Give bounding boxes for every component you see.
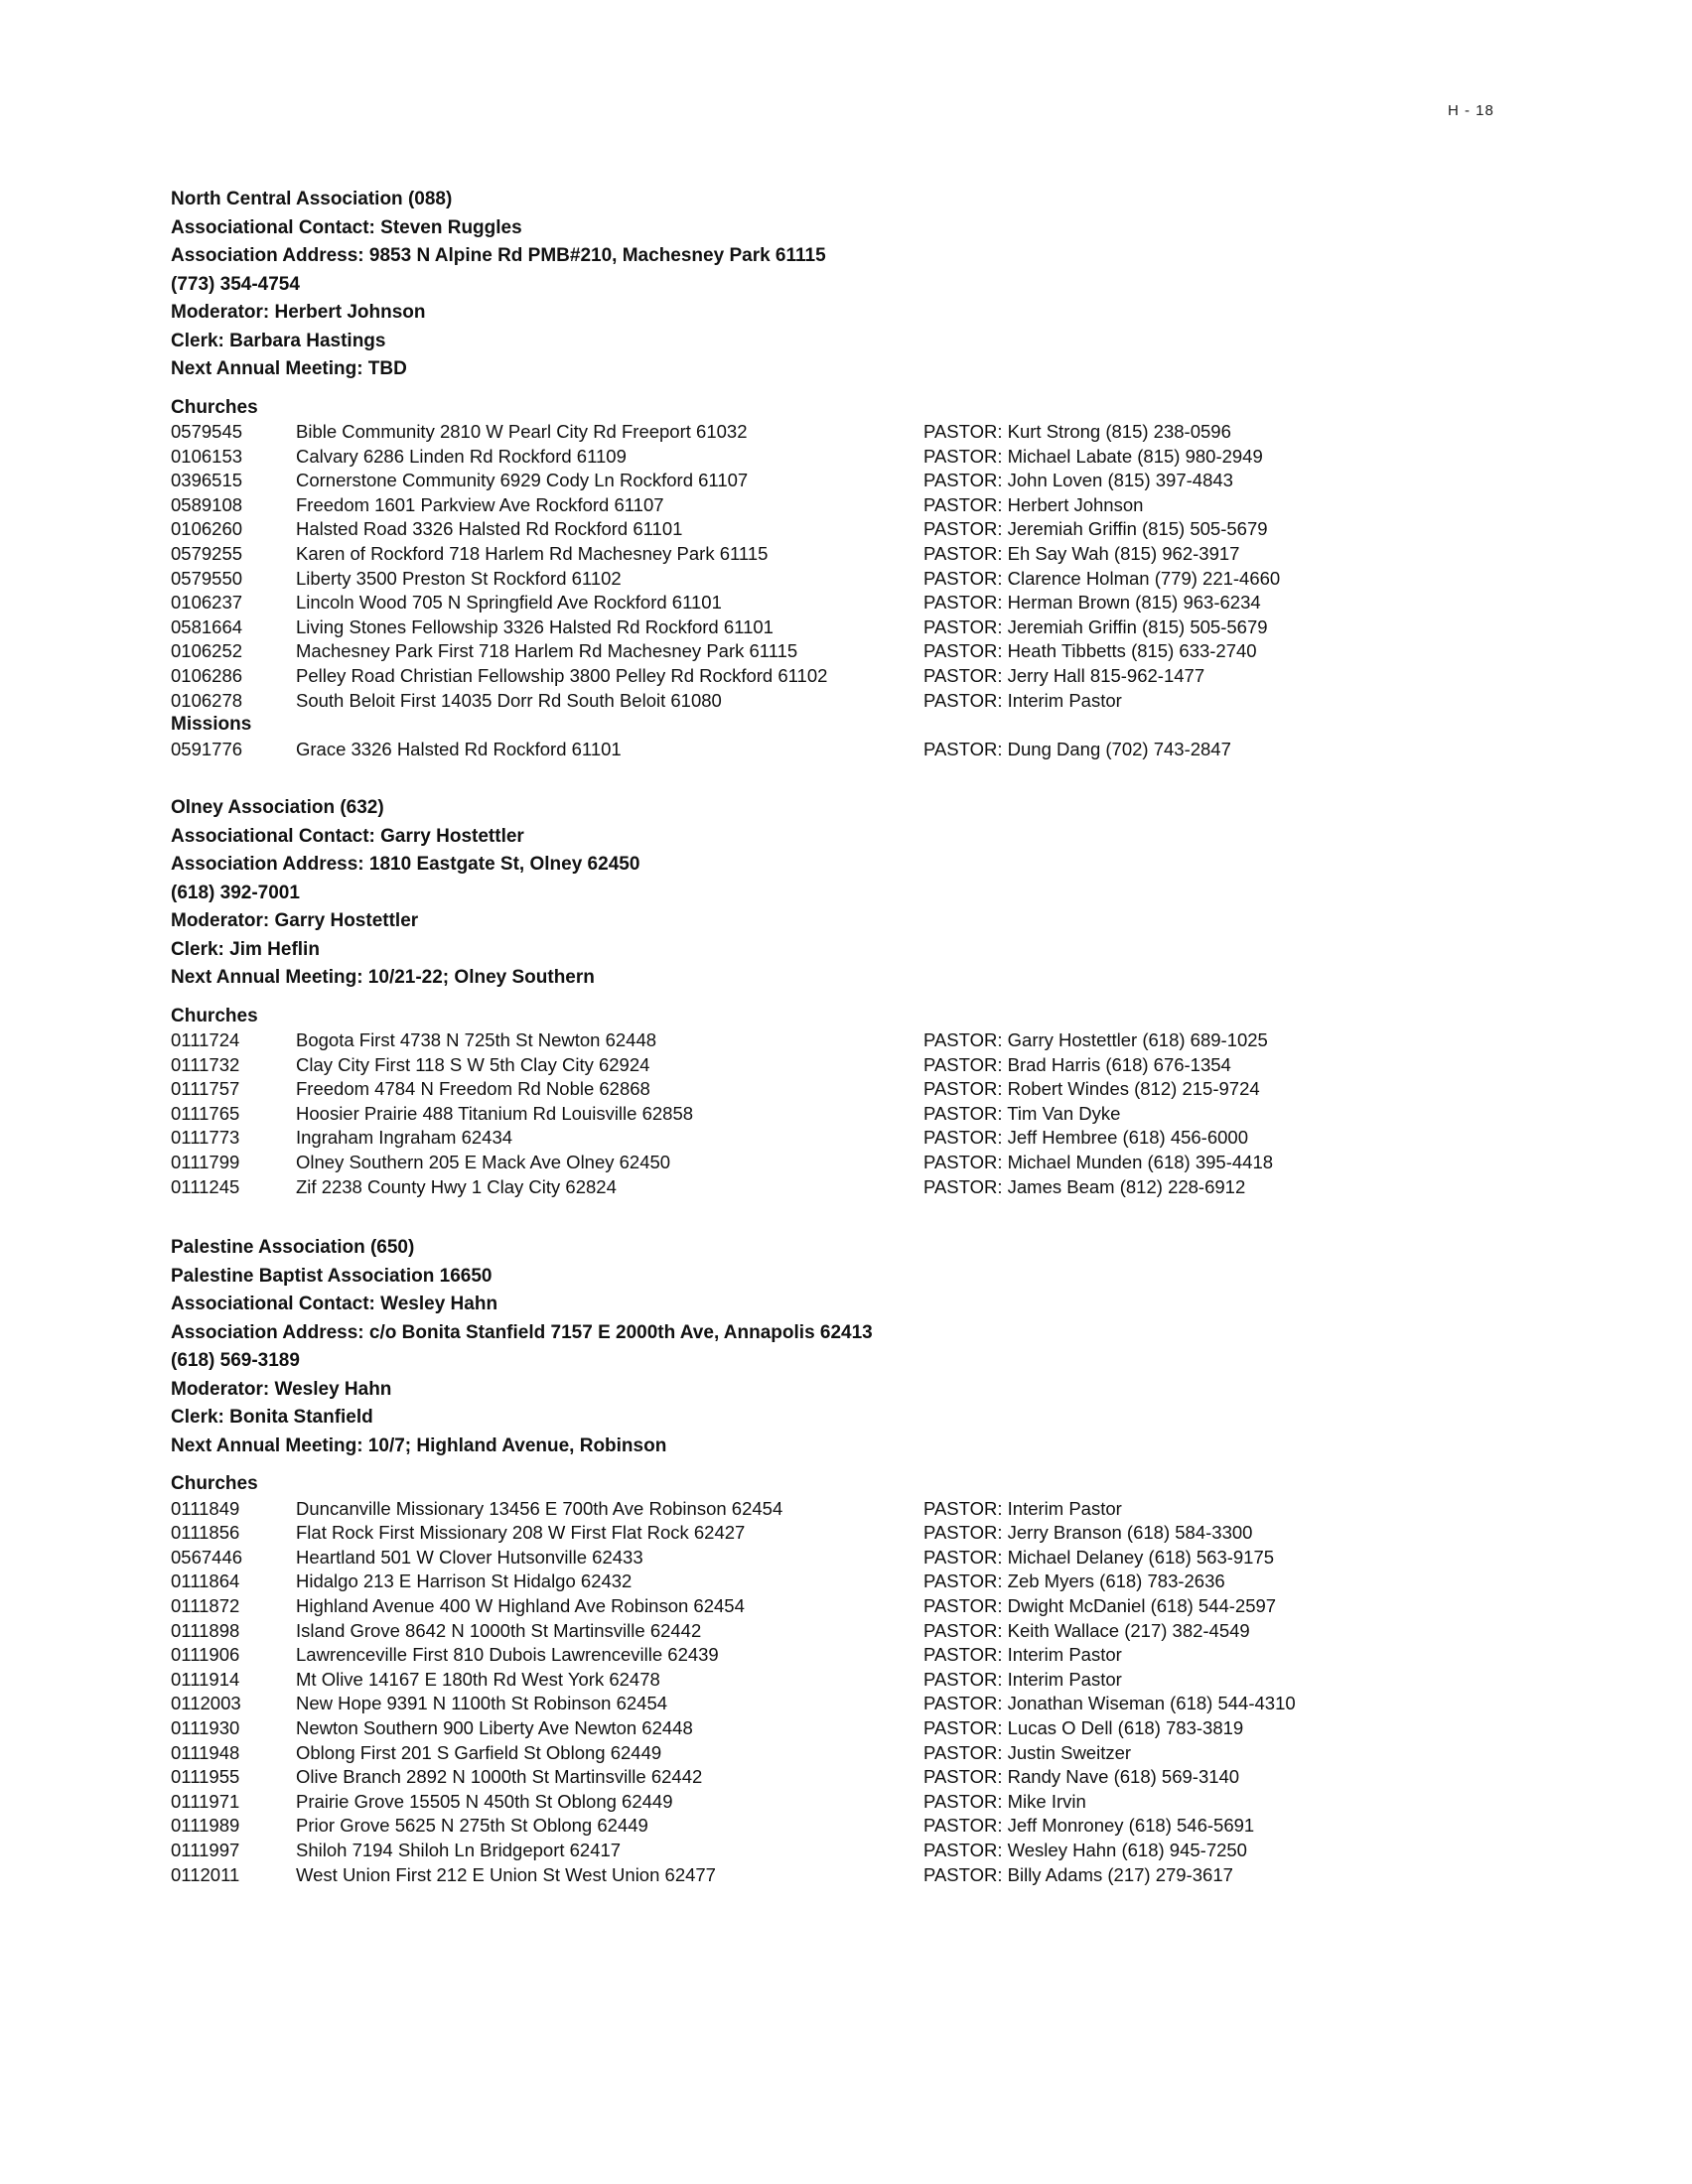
pastor-info: PASTOR: Kurt Strong (815) 238-0596	[923, 421, 1231, 443]
church-row	[171, 1570, 1561, 1594]
church-name-address: West Union First 212 E Union St West Union 62477	[296, 1863, 716, 1885]
church-name-address: Karen of Rockford 718 Harlem Rd Machesney Park 61115	[296, 543, 769, 565]
association-header-line: (618) 569-3189	[171, 1350, 300, 1371]
church-name-address: Olive Branch 2892 N 1000th St Martinsville 62442	[296, 1766, 703, 1788]
church-code: 0581664	[171, 615, 243, 637]
church-code: 0106237	[171, 592, 243, 614]
church-row	[171, 664, 1561, 689]
palestine-association	[171, 1234, 1561, 1887]
mission-row	[171, 738, 1561, 762]
association-header-line: (773) 354-4754	[171, 273, 300, 295]
church-name-address: Halsted Road 3326 Halsted Rd Rockford 61101	[296, 518, 683, 540]
church-row	[171, 1175, 1561, 1200]
church-name-address: Calvary 6286 Linden Rd Rockford 61109	[296, 445, 627, 467]
pastor-info: PASTOR: Interim Pastor	[923, 1668, 1122, 1690]
missions-heading: Missions	[171, 714, 252, 736]
association-header-line: Clerk: Barbara Hastings	[171, 330, 386, 351]
church-name-address: Lawrenceville First 810 Dubois Lawrenceville 62439	[296, 1644, 719, 1666]
church-name-address: Shiloh 7194 Shiloh Ln Bridgeport 62417	[296, 1839, 622, 1860]
church-name-address: Machesney Park First 718 Harlem Rd Machesney Park 61115	[296, 640, 798, 662]
association-header-line: Moderator: Wesley Hahn	[171, 1378, 392, 1400]
church-code: 0111773	[171, 1127, 240, 1149]
churches-heading: Churches	[171, 1473, 258, 1494]
church-code: 0579545	[171, 421, 243, 443]
church-name-address: Highland Avenue 400 W Highland Ave Robinson 62454	[296, 1594, 745, 1616]
association-header-line: Next Annual Meeting: TBD	[171, 358, 407, 379]
church-name-address: Oblong First 201 S Garfield St Oblong 62449	[296, 1741, 662, 1763]
association-header-line: Associational Contact: Wesley Hahn	[171, 1294, 498, 1314]
association-header-line: Moderator: Garry Hostettler	[171, 910, 419, 931]
church-name-address: South Beloit First 14035 Dorr Rd South Beloit 61080	[296, 689, 722, 711]
pastor-info: PASTOR: Mike Irvin	[923, 1790, 1086, 1812]
church-name-address: Pelley Road Christian Fellowship 3800 Pelley Rd Rockford 61102	[296, 665, 828, 687]
church-code: 0106153	[171, 445, 243, 467]
church-name-address: Bogota First 4738 N 725th St Newton 62448	[296, 1029, 657, 1051]
church-row	[171, 1814, 1561, 1839]
church-row	[171, 1839, 1561, 1863]
church-code: 0111757	[171, 1078, 240, 1100]
pastor-info: PASTOR: Clarence Holman (779) 221-4660	[923, 567, 1281, 589]
pastor-info: PASTOR: Billy Adams (217) 279-3617	[923, 1863, 1233, 1885]
church-code: 0579550	[171, 567, 243, 589]
church-row	[171, 542, 1561, 567]
pastor-info: PASTOR: Dung Dang (702) 743-2847	[923, 738, 1231, 759]
church-row	[171, 1028, 1561, 1053]
association-header-line: Palestine Baptist Association 16650	[171, 1265, 493, 1287]
association-header-line: Associational Contact: Garry Hostettler	[171, 825, 524, 847]
church-row	[171, 1126, 1561, 1151]
spacer	[171, 1460, 1561, 1472]
church-row	[171, 1546, 1561, 1570]
church-row	[171, 1863, 1561, 1888]
pastor-info: PASTOR: Jonathan Wiseman (618) 544-4310	[923, 1693, 1296, 1714]
church-row	[171, 1151, 1561, 1175]
church-name-address: Duncanville Missionary 13456 E 700th Ave Robinson 62454	[296, 1497, 783, 1519]
church-row	[171, 1521, 1561, 1546]
church-name-address: Freedom 1601 Parkview Ave Rockford 61107	[296, 493, 664, 515]
church-row	[171, 1765, 1561, 1790]
church-code: 0106260	[171, 518, 243, 540]
church-row	[171, 469, 1561, 493]
church-code: 0111914	[171, 1668, 240, 1690]
church-code: 0591776	[171, 738, 243, 759]
pastor-info: PASTOR: Michael Labate (815) 980-2949	[923, 445, 1263, 467]
pastor-info: PASTOR: Interim Pastor	[923, 1644, 1122, 1666]
page-number: H - 18	[1448, 102, 1494, 119]
church-code: 0111732	[171, 1053, 240, 1075]
pastor-info: PASTOR: Michael Munden (618) 395-4418	[923, 1152, 1274, 1173]
pastor-info: PASTOR: Jerry Hall 815-962-1477	[923, 665, 1205, 687]
pastor-info: PASTOR: Jeremiah Griffin (815) 505-5679	[923, 518, 1268, 540]
pastor-info: PASTOR: Herman Brown (815) 963-6234	[923, 592, 1261, 614]
pastor-info: PASTOR: Michael Delaney (618) 563-9175	[923, 1546, 1275, 1568]
church-row	[171, 567, 1561, 592]
north-central-association	[171, 186, 1561, 761]
church-name-address: Ingraham Ingraham 62434	[296, 1127, 513, 1149]
church-row	[171, 1102, 1561, 1127]
church-code: 0106286	[171, 665, 243, 687]
pastor-info: PASTOR: Zeb Myers (618) 783-2636	[923, 1570, 1225, 1592]
church-row	[171, 1053, 1561, 1078]
church-name-address: Clay City First 118 S W 5th Clay City 62924	[296, 1053, 650, 1075]
church-name-address: Lincoln Wood 705 N Springfield Ave Rockford 61101	[296, 592, 722, 614]
church-name-address: Flat Rock First Missionary 208 W First Flat Rock 62427	[296, 1522, 746, 1544]
pastor-info: PASTOR: Interim Pastor	[923, 689, 1122, 711]
pastor-info: PASTOR: Tim Van Dyke	[923, 1102, 1121, 1124]
church-code: 0111864	[171, 1570, 240, 1592]
church-name-address: Olney Southern 205 E Mack Ave Olney 62450	[296, 1152, 671, 1173]
church-code: 0106278	[171, 689, 243, 711]
association-header-line: North Central Association (088)	[171, 189, 453, 209]
church-row	[171, 1668, 1561, 1693]
church-row	[171, 1077, 1561, 1102]
church-row	[171, 493, 1561, 518]
association-header-line: Moderator: Herbert Johnson	[171, 302, 426, 323]
church-row	[171, 1594, 1561, 1619]
church-name-address: Prior Grove 5625 N 275th St Oblong 62449	[296, 1815, 648, 1837]
church-code: 0112003	[171, 1693, 241, 1714]
church-code: 0111948	[171, 1741, 240, 1763]
churches-heading: Churches	[171, 396, 258, 418]
pastor-info: PASTOR: Jerry Branson (618) 584-3300	[923, 1522, 1253, 1544]
pastor-info: PASTOR: Keith Wallace (217) 382-4549	[923, 1619, 1250, 1641]
church-row	[171, 1619, 1561, 1644]
church-code: 0111906	[171, 1644, 240, 1666]
olney-association	[171, 794, 1561, 1199]
church-code: 0106252	[171, 640, 243, 662]
church-code: 0111955	[171, 1766, 240, 1788]
church-name-address: Cornerstone Community 6929 Cody Ln Rockford 61107	[296, 470, 749, 491]
association-header-line: Next Annual Meeting: 10/7; Highland Avenue, Robinson	[171, 1434, 667, 1456]
church-name-address: Liberty 3500 Preston St Rockford 61102	[296, 567, 622, 589]
church-row	[171, 445, 1561, 470]
church-name-address: Prairie Grove 15505 N 450th St Oblong 62449	[296, 1790, 673, 1812]
pastor-info: PASTOR: Jeremiah Griffin (815) 505-5679	[923, 615, 1268, 637]
church-name-address: New Hope 9391 N 1100th St Robinson 62454	[296, 1693, 668, 1714]
church-code: 0111971	[171, 1790, 240, 1812]
pastor-info: PASTOR: James Beam (812) 228-6912	[923, 1175, 1246, 1197]
church-name-address: Mt Olive 14167 E 180th Rd West York 62478	[296, 1668, 660, 1690]
church-name-address: Zif 2238 County Hwy 1 Clay City 62824	[296, 1175, 617, 1197]
pastor-info: PASTOR: Eh Say Wah (815) 962-3917	[923, 543, 1240, 565]
pastor-info: PASTOR: Wesley Hahn (618) 945-7250	[923, 1839, 1247, 1860]
pastor-info: PASTOR: Jeff Monroney (618) 546-5691	[923, 1815, 1255, 1837]
church-code: 0111245	[171, 1175, 240, 1197]
pastor-info: PASTOR: Randy Nave (618) 569-3140	[923, 1766, 1240, 1788]
church-name-address: Living Stones Fellowship 3326 Halsted Rd Rockford 61101	[296, 615, 774, 637]
church-row	[171, 689, 1561, 714]
pastor-info: PASTOR: Dwight McDaniel (618) 544-2597	[923, 1594, 1277, 1616]
church-name-address: Newton Southern 900 Liberty Ave Newton 62448	[296, 1716, 693, 1738]
church-name-address: Bible Community 2810 W Pearl City Rd Freeport 61032	[296, 421, 748, 443]
church-code: 0111799	[171, 1152, 240, 1173]
church-row	[171, 1692, 1561, 1716]
pastor-info: PASTOR: Brad Harris (618) 676-1354	[923, 1053, 1231, 1075]
church-code: 0579255	[171, 543, 243, 565]
church-row	[171, 1790, 1561, 1815]
church-code: 0111898	[171, 1619, 240, 1641]
church-row	[171, 1741, 1561, 1766]
church-code: 0111872	[171, 1594, 240, 1616]
association-header	[171, 186, 1561, 384]
church-row	[171, 639, 1561, 664]
association-header-line: Next Annual Meeting: 10/21-22; Olney Southern	[171, 967, 595, 988]
pastor-info: PASTOR: Garry Hostettler (618) 689-1025	[923, 1029, 1268, 1051]
church-code: 0589108	[171, 493, 243, 515]
spacer	[171, 384, 1561, 396]
church-code: 0112011	[171, 1863, 240, 1885]
pastor-info: PASTOR: Robert Windes (812) 215-9724	[923, 1078, 1260, 1100]
church-row	[171, 1716, 1561, 1741]
association-header-line: Clerk: Jim Heflin	[171, 938, 320, 960]
church-row	[171, 1643, 1561, 1668]
church-row	[171, 1497, 1561, 1522]
church-name-address: Island Grove 8642 N 1000th St Martinsville 62442	[296, 1619, 702, 1641]
church-code: 0111997	[171, 1839, 240, 1860]
association-header-line: Olney Association (632)	[171, 797, 384, 818]
church-name-address: Heartland 501 W Clover Hutsonville 62433	[296, 1546, 643, 1568]
church-code: 0111765	[171, 1102, 240, 1124]
association-header-line: Association Address: 9853 N Alpine Rd PMB#210, Machesney Park 61115	[171, 245, 826, 266]
association-header-line: Association Address: 1810 Eastgate St, Olney 62450	[171, 854, 640, 875]
church-name-address: Freedom 4784 N Freedom Rd Noble 62868	[296, 1078, 650, 1100]
church-name-address: Grace 3326 Halsted Rd Rockford 61101	[296, 738, 622, 759]
pastor-info: PASTOR: Lucas O Dell (618) 783-3819	[923, 1716, 1244, 1738]
church-row	[171, 517, 1561, 542]
church-name-address: Hidalgo 213 E Harrison St Hidalgo 62432	[296, 1570, 633, 1592]
association-header-line: Clerk: Bonita Stanfield	[171, 1407, 373, 1428]
pastor-info: PASTOR: John Loven (815) 397-4843	[923, 470, 1233, 491]
association-header-line: (618) 392-7001	[171, 882, 300, 903]
association-header-line: Associational Contact: Steven Ruggles	[171, 216, 522, 238]
association-header	[171, 1234, 1561, 1460]
association-header-line: Association Address: c/o Bonita Stanfield 7157 E 2000th Ave, Annapolis 62413	[171, 1321, 873, 1343]
church-code: 0396515	[171, 470, 243, 491]
pastor-info: PASTOR: Jeff Hembree (618) 456-6000	[923, 1127, 1249, 1149]
church-row	[171, 591, 1561, 615]
pastor-info: PASTOR: Justin Sweitzer	[923, 1741, 1132, 1763]
church-code: 0111856	[171, 1522, 240, 1544]
church-code: 0111724	[171, 1029, 240, 1051]
church-code: 0111930	[171, 1716, 240, 1738]
church-code: 0111989	[171, 1815, 240, 1837]
spacer	[171, 993, 1561, 1005]
association-header	[171, 794, 1561, 993]
church-row	[171, 615, 1561, 640]
church-code: 0111849	[171, 1497, 240, 1519]
pastor-info: PASTOR: Heath Tibbetts (815) 633-2740	[923, 640, 1257, 662]
association-header-line: Palestine Association (650)	[171, 1237, 415, 1258]
pastor-info: PASTOR: Interim Pastor	[923, 1497, 1122, 1519]
church-name-address: Hoosier Prairie 488 Titanium Rd Louisville 62858	[296, 1102, 694, 1124]
churches-heading: Churches	[171, 1005, 258, 1026]
church-row	[171, 420, 1561, 445]
pastor-info: PASTOR: Herbert Johnson	[923, 493, 1144, 515]
church-code: 0567446	[171, 1546, 243, 1568]
